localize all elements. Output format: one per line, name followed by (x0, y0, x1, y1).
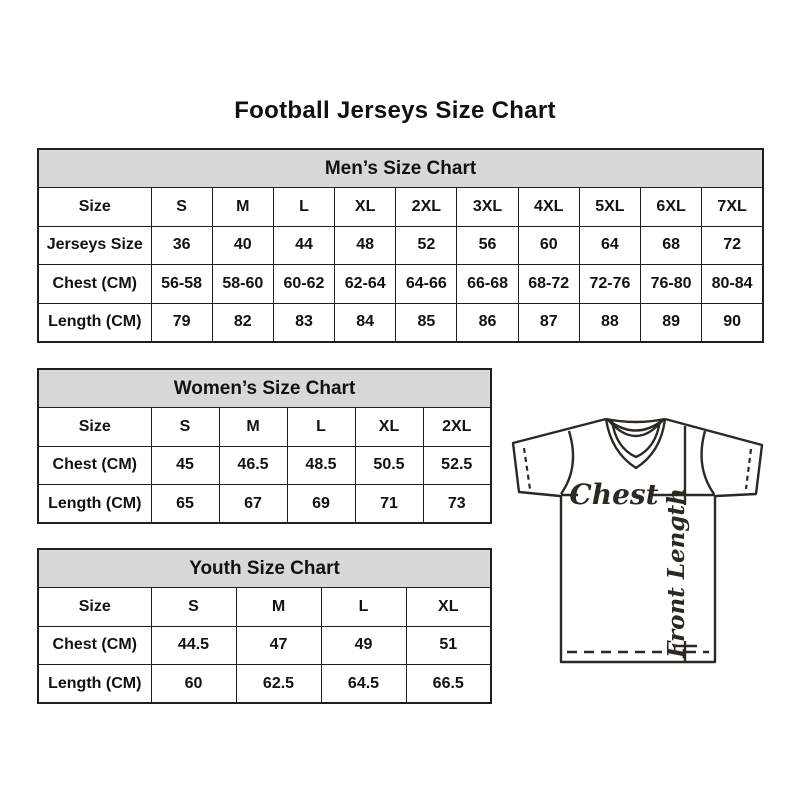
mens-cell-value: 66-68 (457, 265, 518, 304)
front-length-label: Front Length (663, 488, 690, 658)
womens-row-label: Size (38, 408, 151, 447)
womens-cell-value: S (151, 408, 219, 447)
mens-row (38, 303, 763, 342)
mens-row-label: Jerseys Size (38, 226, 151, 265)
mens-cell-value: 48 (335, 226, 396, 265)
mens-cell-value: 6XL (641, 188, 702, 227)
mens-cell-value: 3XL (457, 188, 518, 227)
collar-inner-curve-2 (609, 421, 662, 436)
mens-cell-value: 64 (579, 226, 640, 265)
youth-row (38, 665, 491, 704)
mens-cell-value: 4XL (518, 188, 579, 227)
youth-row (38, 626, 491, 665)
mens-cell-value: 36 (151, 226, 212, 265)
mens-cell-value: 85 (396, 303, 457, 342)
womens-cell-value: 50.5 (355, 446, 423, 485)
youth-cell-value: 49 (321, 626, 406, 665)
womens-row (38, 446, 491, 485)
womens-size-table (37, 368, 492, 524)
womens-cell-value: L (287, 408, 355, 447)
womens-cell-value: XL (355, 408, 423, 447)
youth-header-row (38, 549, 491, 588)
womens-cell-value: 48.5 (287, 446, 355, 485)
womens-cell-value: 69 (287, 485, 355, 524)
mens-cell-value: 89 (641, 303, 702, 342)
chest-label: Chest (569, 478, 659, 511)
youth-cell-value: L (321, 588, 406, 627)
womens-row-label: Length (CM) (38, 485, 151, 524)
mens-cell-value: 72-76 (579, 265, 640, 304)
womens-cell-value: 45 (151, 446, 219, 485)
mens-cell-value: 88 (579, 303, 640, 342)
youth-cell-value: 44.5 (151, 626, 236, 665)
mens-row-label: Length (CM) (38, 303, 151, 342)
mens-cell-value: 87 (518, 303, 579, 342)
mens-cell-value: 76-80 (641, 265, 702, 304)
youth-cell-value: M (236, 588, 321, 627)
mens-cell-value: 5XL (579, 188, 640, 227)
mens-cell-value: 86 (457, 303, 518, 342)
mens-cell-value: 7XL (702, 188, 763, 227)
mens-header-row (38, 149, 763, 188)
youth-cell-value: 60 (151, 665, 236, 704)
womens-row (38, 485, 491, 524)
womens-table-title: Women’s Size Chart (38, 369, 491, 408)
mens-cell-value: 80-84 (702, 265, 763, 304)
mens-cell-value: 90 (702, 303, 763, 342)
collar (606, 419, 665, 468)
mens-cell-value: 79 (151, 303, 212, 342)
mens-cell-value: 83 (273, 303, 334, 342)
mens-cell-value: 84 (335, 303, 396, 342)
mens-cell-value: 52 (396, 226, 457, 265)
mens-cell-value: 56 (457, 226, 518, 265)
mens-cell-value: 60-62 (273, 265, 334, 304)
womens-cell-value: 65 (151, 485, 219, 524)
collar-top-edge (606, 419, 665, 422)
womens-cell-value: 52.5 (423, 446, 491, 485)
mens-cell-value: 82 (212, 303, 273, 342)
mens-cell-value: M (212, 188, 273, 227)
mens-row-label: Chest (CM) (38, 265, 151, 304)
youth-cell-value: XL (406, 588, 491, 627)
youth-row (38, 588, 491, 627)
womens-cell-value: 2XL (423, 408, 491, 447)
womens-row-label: Chest (CM) (38, 446, 151, 485)
mens-cell-value: 58-60 (212, 265, 273, 304)
mens-cell-value: 68-72 (518, 265, 579, 304)
mens-row (38, 226, 763, 265)
mens-row (38, 188, 763, 227)
mens-row (38, 265, 763, 304)
right-sleeve-outline (665, 419, 762, 496)
right-sleeve-stitch-dashed-line (746, 449, 751, 489)
mens-cell-value: 62-64 (335, 265, 396, 304)
youth-cell-value: 51 (406, 626, 491, 665)
womens-cell-value: M (219, 408, 287, 447)
womens-header-row (38, 369, 491, 408)
youth-row-label: Length (CM) (38, 665, 151, 704)
womens-cell-value: 71 (355, 485, 423, 524)
jersey-svg (498, 411, 786, 677)
youth-cell-value: 47 (236, 626, 321, 665)
womens-cell-value: 73 (423, 485, 491, 524)
youth-table-title: Youth Size Chart (38, 549, 491, 588)
mens-size-table (37, 148, 764, 343)
mens-cell-value: 56-58 (151, 265, 212, 304)
youth-cell-value: 62.5 (236, 665, 321, 704)
left-sleeve-stitch-dashed-line (524, 448, 530, 489)
right-armhole-curve (702, 431, 714, 494)
mens-cell-value: 60 (518, 226, 579, 265)
mens-cell-value: L (273, 188, 334, 227)
youth-cell-value: S (151, 588, 236, 627)
youth-size-table (37, 548, 492, 704)
womens-row (38, 408, 491, 447)
mens-cell-value: 72 (702, 226, 763, 265)
youth-row-label: Size (38, 588, 151, 627)
mens-cell-value: 40 (212, 226, 273, 265)
measurement-lines (561, 426, 715, 661)
mens-cell-value: 2XL (396, 188, 457, 227)
youth-cell-value: 66.5 (406, 665, 491, 704)
womens-cell-value: 46.5 (219, 446, 287, 485)
mens-cell-value: XL (335, 188, 396, 227)
jersey-diagram (498, 411, 786, 677)
mens-cell-value: 68 (641, 226, 702, 265)
youth-row-label: Chest (CM) (38, 626, 151, 665)
mens-table-title: Men’s Size Chart (38, 149, 763, 188)
page-title: Football Jerseys Size Chart (234, 97, 556, 124)
youth-cell-value: 64.5 (321, 665, 406, 704)
mens-cell-value: 64-66 (396, 265, 457, 304)
womens-cell-value: 67 (219, 485, 287, 524)
mens-cell-value: 44 (273, 226, 334, 265)
mens-cell-value: S (151, 188, 212, 227)
mens-row-label: Size (38, 188, 151, 227)
